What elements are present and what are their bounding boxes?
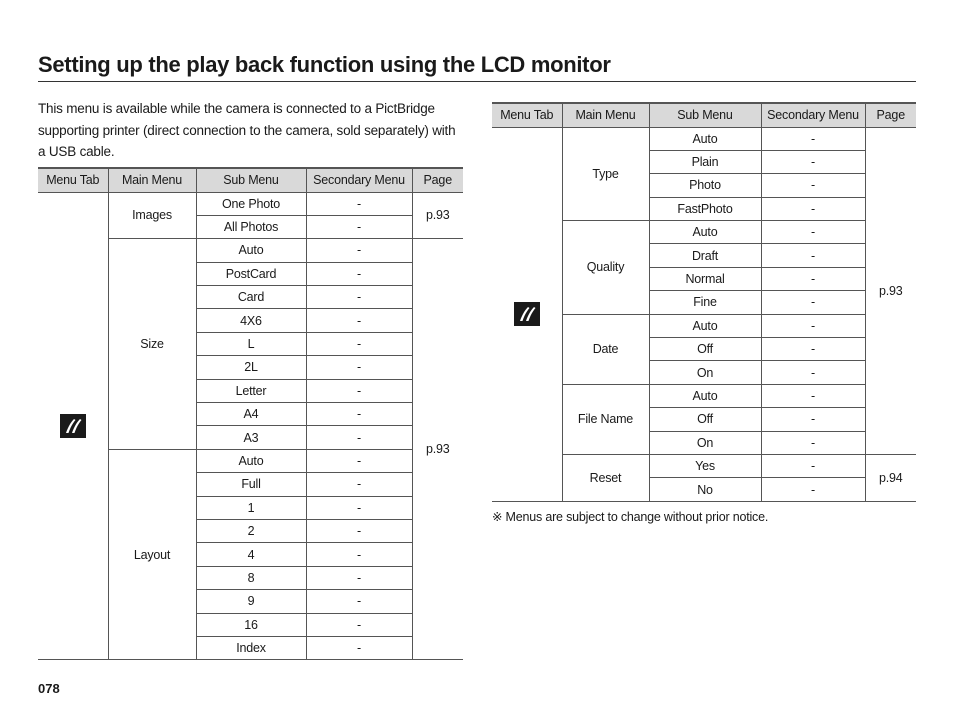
table-row	[38, 192, 463, 215]
page-cell: p.93	[412, 239, 463, 660]
secondary-menu-cell: -	[306, 426, 412, 449]
sub-menu-cell: Yes	[649, 454, 761, 477]
secondary-menu-cell: -	[306, 332, 412, 355]
sub-menu-cell: Draft	[649, 244, 761, 267]
sub-menu-cell: Auto	[196, 449, 306, 472]
secondary-menu-cell: -	[761, 291, 865, 314]
sub-menu-cell: Auto	[649, 127, 761, 150]
page-number: 078	[38, 681, 60, 696]
page-cell: p.93	[412, 192, 463, 239]
table-header-row	[492, 103, 916, 127]
secondary-menu-cell: -	[306, 403, 412, 426]
secondary-menu-cell: -	[306, 239, 412, 262]
sub-menu-cell: Card	[196, 286, 306, 309]
sub-menu-cell: 1	[196, 496, 306, 519]
page-title: Setting up the play back function using the LCD monitor	[38, 50, 916, 82]
secondary-menu-cell: -	[306, 590, 412, 613]
secondary-menu-cell: -	[306, 543, 412, 566]
secondary-menu-cell: -	[761, 267, 865, 290]
secondary-menu-cell: -	[306, 356, 412, 379]
main-menu-cell: Date	[562, 314, 649, 384]
secondary-menu-cell: -	[306, 286, 412, 309]
secondary-menu-cell: -	[761, 431, 865, 454]
secondary-menu-cell: -	[761, 478, 865, 501]
header-secondary-menu: Secondary Menu	[761, 103, 865, 127]
sub-menu-cell: 4	[196, 543, 306, 566]
sub-menu-cell: FastPhoto	[649, 197, 761, 220]
page-cell: p.94	[865, 454, 916, 501]
main-menu-cell: Type	[562, 127, 649, 221]
menu-tab-cell	[38, 192, 108, 660]
secondary-menu-cell: -	[761, 338, 865, 361]
main-menu-cell: Layout	[108, 449, 196, 660]
secondary-menu-cell: -	[761, 408, 865, 431]
secondary-menu-cell: -	[306, 496, 412, 519]
table-row	[492, 127, 916, 150]
sub-menu-cell: Auto	[649, 221, 761, 244]
header-main-menu: Main Menu	[108, 168, 196, 192]
sub-menu-cell: Fine	[649, 291, 761, 314]
secondary-menu-cell: -	[306, 262, 412, 285]
sub-menu-cell: Off	[649, 408, 761, 431]
secondary-menu-cell: -	[306, 309, 412, 332]
header-secondary-menu: Secondary Menu	[306, 168, 412, 192]
secondary-menu-cell: -	[306, 636, 412, 659]
secondary-menu-cell: -	[761, 361, 865, 384]
sub-menu-cell: One Photo	[196, 192, 306, 215]
right-menu-table-body	[492, 103, 916, 501]
notice-text: ※ Menus are subject to change without prior notice.	[492, 510, 769, 524]
header-menu-tab: Menu Tab	[492, 103, 562, 127]
sub-menu-cell: Auto	[649, 384, 761, 407]
header-sub-menu: Sub Menu	[649, 103, 761, 127]
pictbridge-print-icon	[60, 414, 86, 438]
sub-menu-cell: Auto	[649, 314, 761, 337]
sub-menu-cell: No	[649, 478, 761, 501]
main-menu-cell: Images	[108, 192, 196, 239]
secondary-menu-cell: -	[761, 384, 865, 407]
sub-menu-cell: A3	[196, 426, 306, 449]
secondary-menu-cell: -	[761, 454, 865, 477]
sub-menu-cell: Full	[196, 473, 306, 496]
secondary-menu-cell: -	[306, 379, 412, 402]
header-sub-menu: Sub Menu	[196, 168, 306, 192]
main-menu-cell: Quality	[562, 221, 649, 315]
secondary-menu-cell: -	[306, 449, 412, 472]
header-page: Page	[865, 103, 916, 127]
secondary-menu-cell: -	[306, 215, 412, 238]
sub-menu-cell: 2	[196, 519, 306, 542]
main-menu-cell: Reset	[562, 454, 649, 501]
sub-menu-cell: On	[649, 361, 761, 384]
sub-menu-cell: A4	[196, 403, 306, 426]
menu-tab-cell	[492, 127, 562, 501]
sub-menu-cell: 16	[196, 613, 306, 636]
sub-menu-cell: Plain	[649, 150, 761, 173]
secondary-menu-cell: -	[761, 314, 865, 337]
sub-menu-cell: Photo	[649, 174, 761, 197]
sub-menu-cell: All Photos	[196, 215, 306, 238]
sub-menu-cell: Index	[196, 636, 306, 659]
sub-menu-cell: 8	[196, 566, 306, 589]
sub-menu-cell: Off	[649, 338, 761, 361]
left-menu-table	[38, 167, 463, 660]
sub-menu-cell: 2L	[196, 356, 306, 379]
main-menu-cell: Size	[108, 239, 196, 450]
secondary-menu-cell: -	[761, 197, 865, 220]
sub-menu-cell: Normal	[649, 267, 761, 290]
left-menu-table-body	[38, 168, 463, 660]
secondary-menu-cell: -	[306, 566, 412, 589]
right-menu-table	[492, 102, 916, 502]
header-menu-tab: Menu Tab	[38, 168, 108, 192]
sub-menu-cell: 9	[196, 590, 306, 613]
intro-text: This menu is available while the camera is connected to a PictBridge supporting printer (direct connection to the camera, sold separately) with a USB cable.	[38, 101, 456, 159]
secondary-menu-cell: -	[306, 519, 412, 542]
secondary-menu-cell: -	[761, 174, 865, 197]
secondary-menu-cell: -	[761, 127, 865, 150]
header-main-menu: Main Menu	[562, 103, 649, 127]
sub-menu-cell: Auto	[196, 239, 306, 262]
secondary-menu-cell: -	[306, 613, 412, 636]
sub-menu-cell: Letter	[196, 379, 306, 402]
page-cell: p.93	[865, 127, 916, 454]
header-page: Page	[412, 168, 463, 192]
secondary-menu-cell: -	[761, 244, 865, 267]
main-menu-cell: File Name	[562, 384, 649, 454]
pictbridge-print-icon	[514, 302, 540, 326]
table-header-row	[38, 168, 463, 192]
sub-menu-cell: 4X6	[196, 309, 306, 332]
sub-menu-cell: PostCard	[196, 262, 306, 285]
secondary-menu-cell: -	[761, 221, 865, 244]
secondary-menu-cell: -	[306, 192, 412, 215]
secondary-menu-cell: -	[306, 473, 412, 496]
sub-menu-cell: L	[196, 332, 306, 355]
sub-menu-cell: On	[649, 431, 761, 454]
secondary-menu-cell: -	[761, 150, 865, 173]
